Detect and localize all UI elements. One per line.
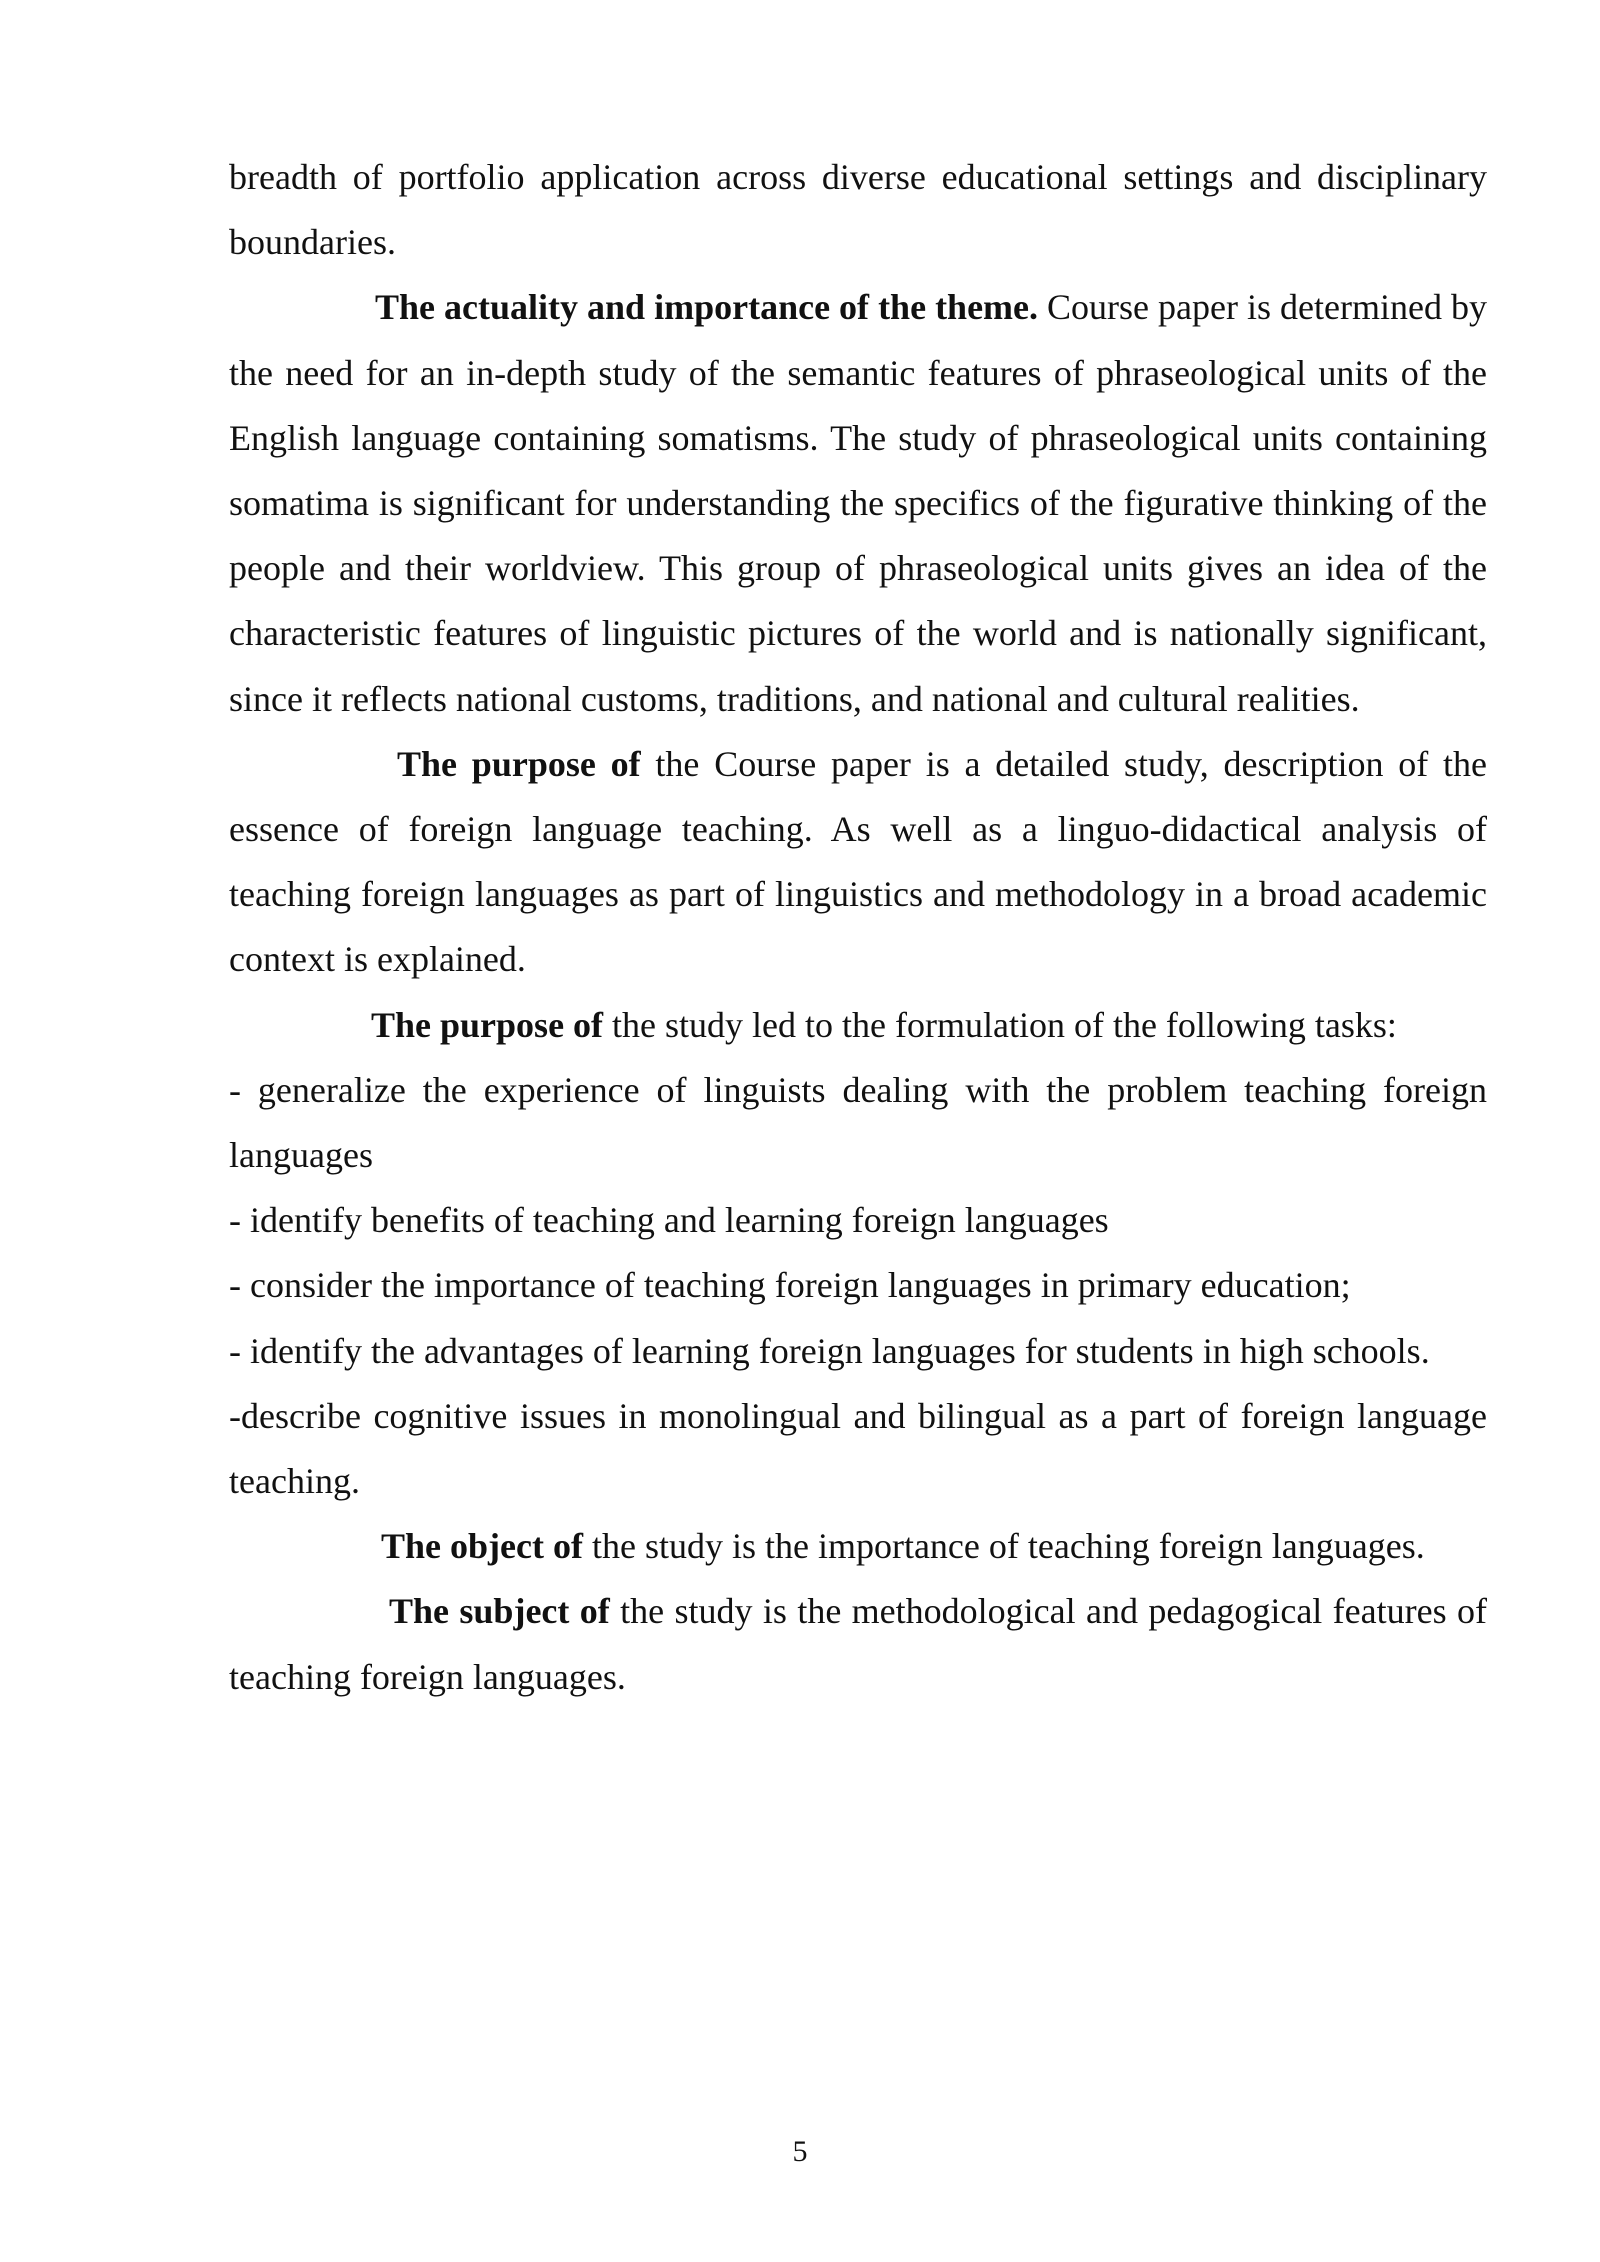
- actuality-heading: The actuality and importance of the theme.: [375, 287, 1039, 328]
- object-text: the study is the importance of teaching foreign languages.: [582, 1526, 1425, 1567]
- tasks-intro-text: the study led to the formulation of the following tasks:: [603, 1004, 1397, 1045]
- task-item: - identify benefits of teaching and learning foreign languages: [229, 1200, 1109, 1241]
- purpose-paragraph: [229, 732, 1487, 993]
- page-number: 5: [792, 2135, 808, 2168]
- page-body: [229, 145, 1487, 1710]
- subject-paragraph: [229, 1579, 1487, 1709]
- intro-continuation-paragraph: breadth of portfolio application across diverse educational settings and disciplinary boundaries.: [229, 157, 1487, 263]
- task-item: - consider the importance of teaching foreign languages in primary education;: [229, 1265, 1351, 1306]
- subject-text: the study is the methodological and pedagogical features of teaching foreign languages.: [229, 1591, 1487, 1697]
- actuality-text: Course paper is determined by the need for an in-depth study of the semantic features of phraseological units of the English language containing somatisms. The study of phraseological units containing somatima is significant for understanding the specifics of the figurative thinking of the people and their worldview. This group of phraseological units gives an idea of the characteristic features of linguistic pictures of the world and is nationally significant, since it reflects national customs, traditions, and national and cultural realities.: [229, 287, 1487, 719]
- actuality-paragraph: [229, 275, 1487, 731]
- task-item: - identify the advantages of learning foreign languages for students in high schools.: [229, 1330, 1430, 1371]
- object-heading: The object of: [381, 1526, 583, 1567]
- task-item: - generalize the experience of linguists dealing with the problem teaching foreign languages: [229, 1069, 1487, 1176]
- tasks-intro-heading: The purpose of: [371, 1004, 604, 1045]
- subject-heading: The subject of: [389, 1591, 610, 1632]
- object-paragraph: [229, 1514, 1487, 1579]
- task-list: [229, 1058, 1487, 1514]
- task-item: -describe cognitive issues in monolingual and bilingual as a part of foreign language teaching.: [229, 1395, 1487, 1502]
- purpose-heading: The purpose of: [397, 743, 641, 784]
- tasks-intro-paragraph: [229, 993, 1487, 1058]
- purpose-text: the Course paper is a detailed study, description of the essence of foreign language teaching. As well as a linguo-didactical analysis of teaching foreign languages as part of linguistics and methodology in a broad academic context is explained.: [229, 743, 1488, 980]
